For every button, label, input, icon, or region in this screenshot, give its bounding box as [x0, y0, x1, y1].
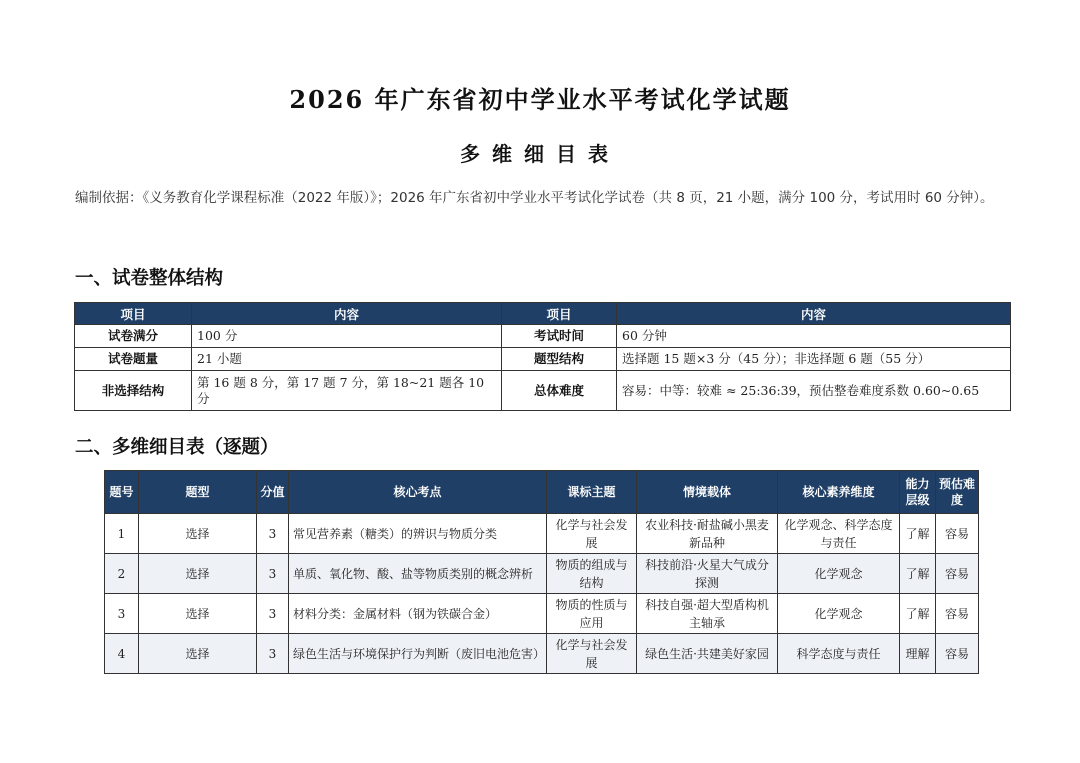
- question-score: 3: [257, 594, 289, 634]
- question-number: 1: [105, 514, 139, 554]
- question-score: 3: [257, 554, 289, 594]
- item-label: 题型结构: [502, 348, 617, 371]
- core-point: 材料分类：金属材料（钢为铁碳合金）: [289, 594, 547, 634]
- question-type: 选择: [139, 594, 257, 634]
- question-type: 选择: [139, 634, 257, 674]
- literacy-dimension: 化学观念、科学态度与责任: [778, 514, 900, 554]
- item-label: 总体难度: [502, 371, 617, 411]
- literacy-dimension: 化学观念: [778, 594, 900, 634]
- table-row: [75, 371, 1011, 411]
- section-heading-detail: 二、多维细目表（逐题）: [75, 437, 279, 458]
- question-score: 3: [257, 634, 289, 674]
- table-row: [105, 514, 979, 554]
- column-header: 预估难度: [936, 471, 979, 514]
- ability-level: 了解: [900, 554, 936, 594]
- table-row: [75, 348, 1011, 371]
- column-header: 题号: [105, 471, 139, 514]
- detail-table: [104, 470, 979, 674]
- item-value: 60 分钟: [617, 325, 1011, 348]
- estimated-difficulty: 容易: [936, 514, 979, 554]
- item-value: 选择题 15 题×3 分（45 分）；非选择题 6 题（55 分）: [617, 348, 1011, 371]
- item-label: 非选择结构: [75, 371, 192, 411]
- curriculum-topic: 物质的性质与应用: [547, 594, 637, 634]
- column-header: 分值: [257, 471, 289, 514]
- column-header: 核心考点: [289, 471, 547, 514]
- question-type: 选择: [139, 554, 257, 594]
- literacy-dimension: 科学态度与责任: [778, 634, 900, 674]
- context-carrier: 农业科技·耐盐碱小黑麦新品种: [637, 514, 778, 554]
- question-score: 3: [257, 514, 289, 554]
- compilation-basis: 编制依据：《义务教育化学课程标准（2022 年版）》；2026 年广东省初中学业水平考试化学试卷（共 8 页，21 小题，满分 100 分，考试用时 60 分钟）。: [75, 190, 994, 206]
- column-header: 项目: [75, 303, 192, 325]
- structure-table: [74, 302, 1011, 411]
- section-heading-structure: 一、试卷整体结构: [75, 268, 224, 289]
- column-header: 内容: [617, 303, 1011, 325]
- curriculum-topic: 化学与社会发展: [547, 514, 637, 554]
- table-header-row: [75, 303, 1011, 325]
- ability-level: 了解: [900, 514, 936, 554]
- estimated-difficulty: 容易: [936, 594, 979, 634]
- item-value: 容易：中等：较难 ≈ 25:36:39，预估整卷难度系数 0.60~0.65: [617, 371, 1011, 411]
- item-label: 考试时间: [502, 325, 617, 348]
- item-label: 试卷满分: [75, 325, 192, 348]
- ability-level: 了解: [900, 594, 936, 634]
- estimated-difficulty: 容易: [936, 554, 979, 594]
- estimated-difficulty: 容易: [936, 634, 979, 674]
- core-point: 单质、氧化物、酸、盐等物质类别的概念辨析: [289, 554, 547, 594]
- column-header: 课标主题: [547, 471, 637, 514]
- ability-level: 理解: [900, 634, 936, 674]
- column-header: 能力层级: [900, 471, 936, 514]
- core-point: 绿色生活与环境保护行为判断（废旧电池危害）: [289, 634, 547, 674]
- item-label: 试卷题量: [75, 348, 192, 371]
- item-value: 100 分: [192, 325, 502, 348]
- question-number: 4: [105, 634, 139, 674]
- context-carrier: 科技前沿·火星大气成分探测: [637, 554, 778, 594]
- question-number: 3: [105, 594, 139, 634]
- question-number: 2: [105, 554, 139, 594]
- column-header: 题型: [139, 471, 257, 514]
- column-header: 内容: [192, 303, 502, 325]
- item-value: 21 小题: [192, 348, 502, 371]
- document-subtitle: 多维细目表: [460, 142, 620, 166]
- item-value: 第 16 题 8 分，第 17 题 7 分，第 18~21 题各 10 分: [192, 371, 502, 411]
- literacy-dimension: 化学观念: [778, 554, 900, 594]
- column-header: 情境载体: [637, 471, 778, 514]
- column-header: 核心素养维度: [778, 471, 900, 514]
- curriculum-topic: 物质的组成与结构: [547, 554, 637, 594]
- table-row: [105, 594, 979, 634]
- context-carrier: 科技自强·超大型盾构机主轴承: [637, 594, 778, 634]
- table-row: [75, 325, 1011, 348]
- table-row: [105, 554, 979, 594]
- context-carrier: 绿色生活·共建美好家园: [637, 634, 778, 674]
- document-title: 2026 年广东省初中学业水平考试化学试题: [289, 85, 791, 114]
- curriculum-topic: 化学与社会发展: [547, 634, 637, 674]
- column-header: 项目: [502, 303, 617, 325]
- core-point: 常见营养素（糖类）的辨识与物质分类: [289, 514, 547, 554]
- table-row: [105, 634, 979, 674]
- table-header-row: [105, 471, 979, 514]
- question-type: 选择: [139, 514, 257, 554]
